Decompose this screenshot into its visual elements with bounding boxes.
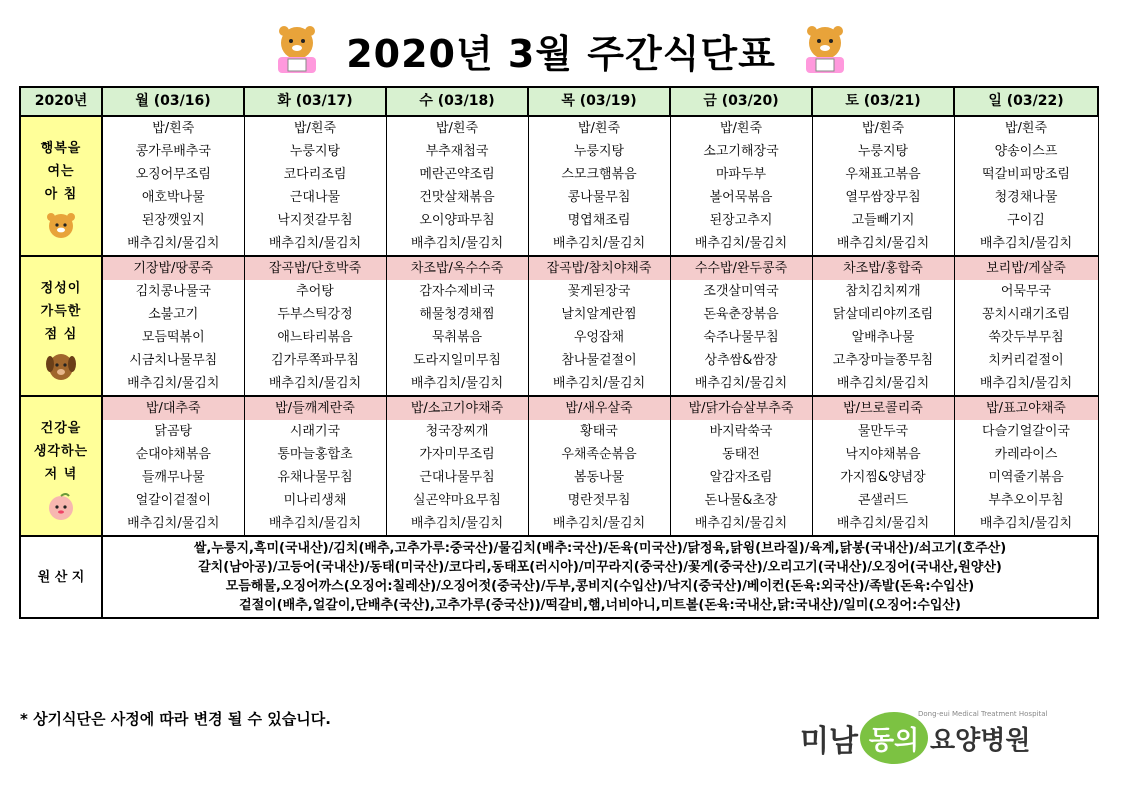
menu-cell: 감자수제비국: [386, 280, 528, 303]
menu-cell: 참나물겉절이: [528, 349, 670, 372]
menu-cell: 애느타리볶음: [244, 326, 386, 349]
meal-row: [20, 116, 1098, 140]
menu-cell: 부추오이무침: [954, 489, 1098, 512]
menu-cell: 배추김치/물김치: [244, 232, 386, 256]
menu-cell: 도라지일미무침: [386, 349, 528, 372]
menu-cell: 돈육춘장볶음: [670, 303, 812, 326]
menu-cell: 코다리조림: [244, 163, 386, 186]
menu-cell: 참치김치찌개: [812, 280, 954, 303]
rice-porridge-cell: 보리밥/게살죽: [954, 256, 1098, 280]
menu-cell: 모듬떡볶이: [102, 326, 244, 349]
menu-cell: 낙지젓갈무침: [244, 209, 386, 232]
menu-cell: 배추김치/물김치: [670, 232, 812, 256]
menu-cell: 닭곰탕: [102, 420, 244, 443]
lion-character-icon: [21, 210, 101, 244]
menu-cell: 배추김치/물김치: [954, 512, 1098, 536]
menu-cell: 묵취볶음: [386, 326, 528, 349]
menu-cell: 볼어묵볶음: [670, 186, 812, 209]
menu-cell: 김치콩나물국: [102, 280, 244, 303]
day-header: 화 (03/17): [244, 87, 386, 116]
origin-row: [20, 536, 1098, 618]
menu-cell: 치커리겉절이: [954, 349, 1098, 372]
rice-porridge-cell: 밥/브로콜리죽: [812, 396, 954, 420]
menu-cell: 소고기해장국: [670, 140, 812, 163]
menu-cell: 꽁치시래기조림: [954, 303, 1098, 326]
meal-row: [20, 443, 1098, 466]
meal-row: [20, 256, 1098, 280]
rice-porridge-cell: 차조밥/옥수수죽: [386, 256, 528, 280]
menu-cell: 청경채나물: [954, 186, 1098, 209]
menu-cell: 명엽채조림: [528, 209, 670, 232]
rice-porridge-cell: 밥/표고야채죽: [954, 396, 1098, 420]
menu-cell: 배추김치/물김치: [528, 372, 670, 396]
menu-cell: 순대야채볶음: [102, 443, 244, 466]
menu-cell: 실곤약마요무침: [386, 489, 528, 512]
menu-cell: 오징어무조림: [102, 163, 244, 186]
menu-cell: 밥/흰죽: [102, 116, 244, 140]
meal-label: [20, 116, 102, 256]
menu-cell: 소불고기: [102, 303, 244, 326]
menu-cell: 부추재첩국: [386, 140, 528, 163]
meal-row: [20, 280, 1098, 303]
meal-label-line: 점 심: [44, 327, 78, 342]
menu-cell: 배추김치/물김치: [386, 372, 528, 396]
menu-cell: 추어탕: [244, 280, 386, 303]
menu-cell: 상추쌈&쌈장: [670, 349, 812, 372]
rice-porridge-cell: 기장밥/땅콩죽: [102, 256, 244, 280]
menu-cell: 카레라이스: [954, 443, 1098, 466]
menu-cell: 우엉잡채: [528, 326, 670, 349]
day-header: 월 (03/16): [102, 87, 244, 116]
menu-cell: 알감자조림: [670, 466, 812, 489]
menu-cell: 된장깻잎지: [102, 209, 244, 232]
menu-cell: 열무쌈장무침: [812, 186, 954, 209]
weekly-menu-table: [19, 86, 1099, 619]
menu-cell: 배추김치/물김치: [670, 372, 812, 396]
rice-porridge-cell: 밥/닭가슴살부추죽: [670, 396, 812, 420]
meal-row: [20, 512, 1098, 536]
origin-label: 원 산 지: [20, 536, 102, 618]
menu-cell: 배추김치/물김치: [386, 232, 528, 256]
rice-porridge-cell: 밥/들깨계란죽: [244, 396, 386, 420]
menu-cell: 날치알계란찜: [528, 303, 670, 326]
menu-cell: 우채족순볶음: [528, 443, 670, 466]
meal-row: [20, 163, 1098, 186]
rice-porridge-cell: 수수밥/완두콩죽: [670, 256, 812, 280]
menu-cell: 배추김치/물김치: [812, 512, 954, 536]
meal-label: [20, 256, 102, 396]
menu-cell: 배추김치/물김치: [954, 232, 1098, 256]
meal-label-line: 저 녁: [44, 467, 78, 482]
meal-row: [20, 232, 1098, 256]
meal-label-line: 행복을: [40, 141, 82, 156]
day-header: 목 (03/19): [528, 87, 670, 116]
origin-line: 겉절이(배추,얼갈이,단배추(국산),고추가루(중국산))/떡갈비,햄,너비아니,미트볼(돈육:국내산,닭:국내산)/일미(오징어:수입산): [239, 598, 961, 613]
meal-row: [20, 303, 1098, 326]
menu-cell: 시금치나물무침: [102, 349, 244, 372]
menu-cell: 유채나물무침: [244, 466, 386, 489]
menu-cell: 미나리생채: [244, 489, 386, 512]
menu-cell: 봄동나물: [528, 466, 670, 489]
logo-circle-text: 동의: [868, 725, 920, 756]
menu-cell: 배추김치/물김치: [812, 372, 954, 396]
menu-cell: 고들빼기지: [812, 209, 954, 232]
lion-character-icon: [798, 21, 852, 79]
menu-cell: 스모크햄볶음: [528, 163, 670, 186]
menu-cell: 근대나물무침: [386, 466, 528, 489]
rice-porridge-cell: 잡곡밥/단호박죽: [244, 256, 386, 280]
menu-cell: 콩가루배추국: [102, 140, 244, 163]
menu-cell: 밥/흰죽: [528, 116, 670, 140]
meal-row: [20, 209, 1098, 232]
menu-cell: 누룽지탕: [528, 140, 670, 163]
logo-text-left: 미남: [800, 724, 858, 759]
menu-cell: 명란젓무침: [528, 489, 670, 512]
meal-row: [20, 326, 1098, 349]
menu-cell: 쑥갓두부무침: [954, 326, 1098, 349]
menu-cell: 김가루쪽파무침: [244, 349, 386, 372]
origin-text: [102, 536, 1098, 618]
menu-cell: 배추김치/물김치: [244, 512, 386, 536]
rice-porridge-cell: 밥/소고기야채죽: [386, 396, 528, 420]
rice-porridge-cell: 밥/새우살죽: [528, 396, 670, 420]
menu-cell: 밥/흰죽: [670, 116, 812, 140]
day-header: 토 (03/21): [812, 87, 954, 116]
meal-label-line: 생각하는: [33, 444, 89, 459]
menu-cell: 황태국: [528, 420, 670, 443]
menu-cell: 가지찜&양념장: [812, 466, 954, 489]
header-row: [20, 87, 1098, 116]
meal-label-line: 여는: [47, 164, 75, 179]
menu-cell: 구이김: [954, 209, 1098, 232]
menu-cell: 배추김치/물김치: [102, 372, 244, 396]
menu-cell: 배추김치/물김치: [386, 512, 528, 536]
menu-cell: 알배추나물: [812, 326, 954, 349]
menu-cell: 밥/흰죽: [244, 116, 386, 140]
origin-line: 쌀,누룽지,흑미(국내산)/김치(배추,고추가루:중국산)/물김치(배추:국산)/돈육(미국산)/닭정육,닭윙(브라질)/육계,닭봉(국내산)/쇠고기(호주산): [193, 541, 1007, 556]
menu-cell: 두부스틱강정: [244, 303, 386, 326]
rice-porridge-cell: 차조밥/홍합죽: [812, 256, 954, 280]
menu-cell: 꽃게된장국: [528, 280, 670, 303]
dog-character-icon: [21, 350, 101, 384]
meal-row: [20, 396, 1098, 420]
menu-cell: 해물청경채찜: [386, 303, 528, 326]
menu-cell: 건맛살채볶음: [386, 186, 528, 209]
menu-cell: 누룽지탕: [244, 140, 386, 163]
page-title: 2020년 3월 주간식단표: [346, 31, 776, 76]
meal-row: [20, 489, 1098, 512]
year-header: 2020년: [20, 87, 102, 116]
menu-cell: 얼갈이겉절이: [102, 489, 244, 512]
meal-label: [20, 396, 102, 536]
meal-row: [20, 186, 1098, 209]
menu-cell: 미역줄기볶음: [954, 466, 1098, 489]
menu-cell: 배추김치/물김치: [102, 512, 244, 536]
menu-cell: 시래기국: [244, 420, 386, 443]
menu-cell: 동태전: [670, 443, 812, 466]
meal-label-line: 가득한: [40, 304, 82, 319]
menu-cell: 우채표고볶음: [812, 163, 954, 186]
menu-cell: 숙주나물무침: [670, 326, 812, 349]
menu-cell: 애호박나물: [102, 186, 244, 209]
rice-porridge-cell: 잡곡밥/참치야채죽: [528, 256, 670, 280]
menu-cell: 배추김치/물김치: [954, 372, 1098, 396]
menu-cell: 된장고추지: [670, 209, 812, 232]
menu-cell: 다슬기얼갈이국: [954, 420, 1098, 443]
menu-cell: 돈나물&초장: [670, 489, 812, 512]
menu-cell: 닭살데리야끼조림: [812, 303, 954, 326]
meal-label-line: 건강을: [40, 421, 82, 436]
menu-cell: 배추김치/물김치: [528, 232, 670, 256]
menu-cell: 근대나물: [244, 186, 386, 209]
menu-cell: 바지락쑥국: [670, 420, 812, 443]
menu-cell: 밥/흰죽: [812, 116, 954, 140]
change-notice: * 상기식단은 사정에 따라 변경 될 수 있습니다.: [20, 710, 331, 728]
menu-cell: 배추김치/물김치: [102, 232, 244, 256]
meal-label-line: 아 침: [44, 187, 78, 202]
title-bar: [0, 14, 1122, 86]
meal-label-line: 정성이: [40, 281, 82, 296]
menu-cell: 낙지야채볶음: [812, 443, 954, 466]
menu-cell: 밥/흰죽: [386, 116, 528, 140]
menu-cell: 배추김치/물김치: [244, 372, 386, 396]
menu-cell: 누룽지탕: [812, 140, 954, 163]
menu-cell: 청국장찌개: [386, 420, 528, 443]
menu-cell: 배추김치/물김치: [812, 232, 954, 256]
menu-cell: 오이양파무침: [386, 209, 528, 232]
lion-character-icon: [270, 21, 324, 79]
meal-row: [20, 372, 1098, 396]
menu-cell: 고추장마늘쫑무침: [812, 349, 954, 372]
hospital-logo: [800, 708, 1100, 768]
day-header: 일 (03/22): [954, 87, 1098, 116]
menu-cell: 물만두국: [812, 420, 954, 443]
menu-cell: 통마늘홍합초: [244, 443, 386, 466]
menu-cell: 조갯살미역국: [670, 280, 812, 303]
menu-cell: 양송이스프: [954, 140, 1098, 163]
menu-cell: 가자미무조림: [386, 443, 528, 466]
menu-cell: 메란곤약조림: [386, 163, 528, 186]
rice-porridge-cell: 밥/대추죽: [102, 396, 244, 420]
menu-cell: 어묵무국: [954, 280, 1098, 303]
meal-row: [20, 466, 1098, 489]
menu-cell: 마파두부: [670, 163, 812, 186]
menu-cell: 콩나물무침: [528, 186, 670, 209]
meal-row: [20, 140, 1098, 163]
logo-circle: [860, 712, 928, 764]
logo-subtitle: Dong-eui Medical Treatment Hospital: [918, 710, 1048, 718]
meal-row: [20, 420, 1098, 443]
menu-cell: 배추김치/물김치: [670, 512, 812, 536]
origin-line: 모듬해물,오징어까스(오징어:칠레산)/오징어젓(중국산)/두부,콩비지(수입산)/낙지(중국산)/베이컨(돈육:외국산)/족발(돈육:수입산): [225, 579, 975, 594]
menu-cell: 떡갈비피망조림: [954, 163, 1098, 186]
day-header: 금 (03/20): [670, 87, 812, 116]
menu-cell: 배추김치/물김치: [528, 512, 670, 536]
menu-cell: 밥/흰죽: [954, 116, 1098, 140]
logo-text-right: 요양병원: [929, 725, 1031, 756]
peach-character-icon: [21, 490, 101, 524]
origin-line: 갈치(남아공)/고등어(국내산)/동태(미국산)/코다리,동태포(러시아)/미꾸라지(중국산)/꽃게(중국산)/오리고기(국내산)/오징어(국내산,원양산): [198, 560, 1002, 575]
menu-cell: 들깨무나물: [102, 466, 244, 489]
menu-cell: 콘샐러드: [812, 489, 954, 512]
meal-row: [20, 349, 1098, 372]
day-header: 수 (03/18): [386, 87, 528, 116]
